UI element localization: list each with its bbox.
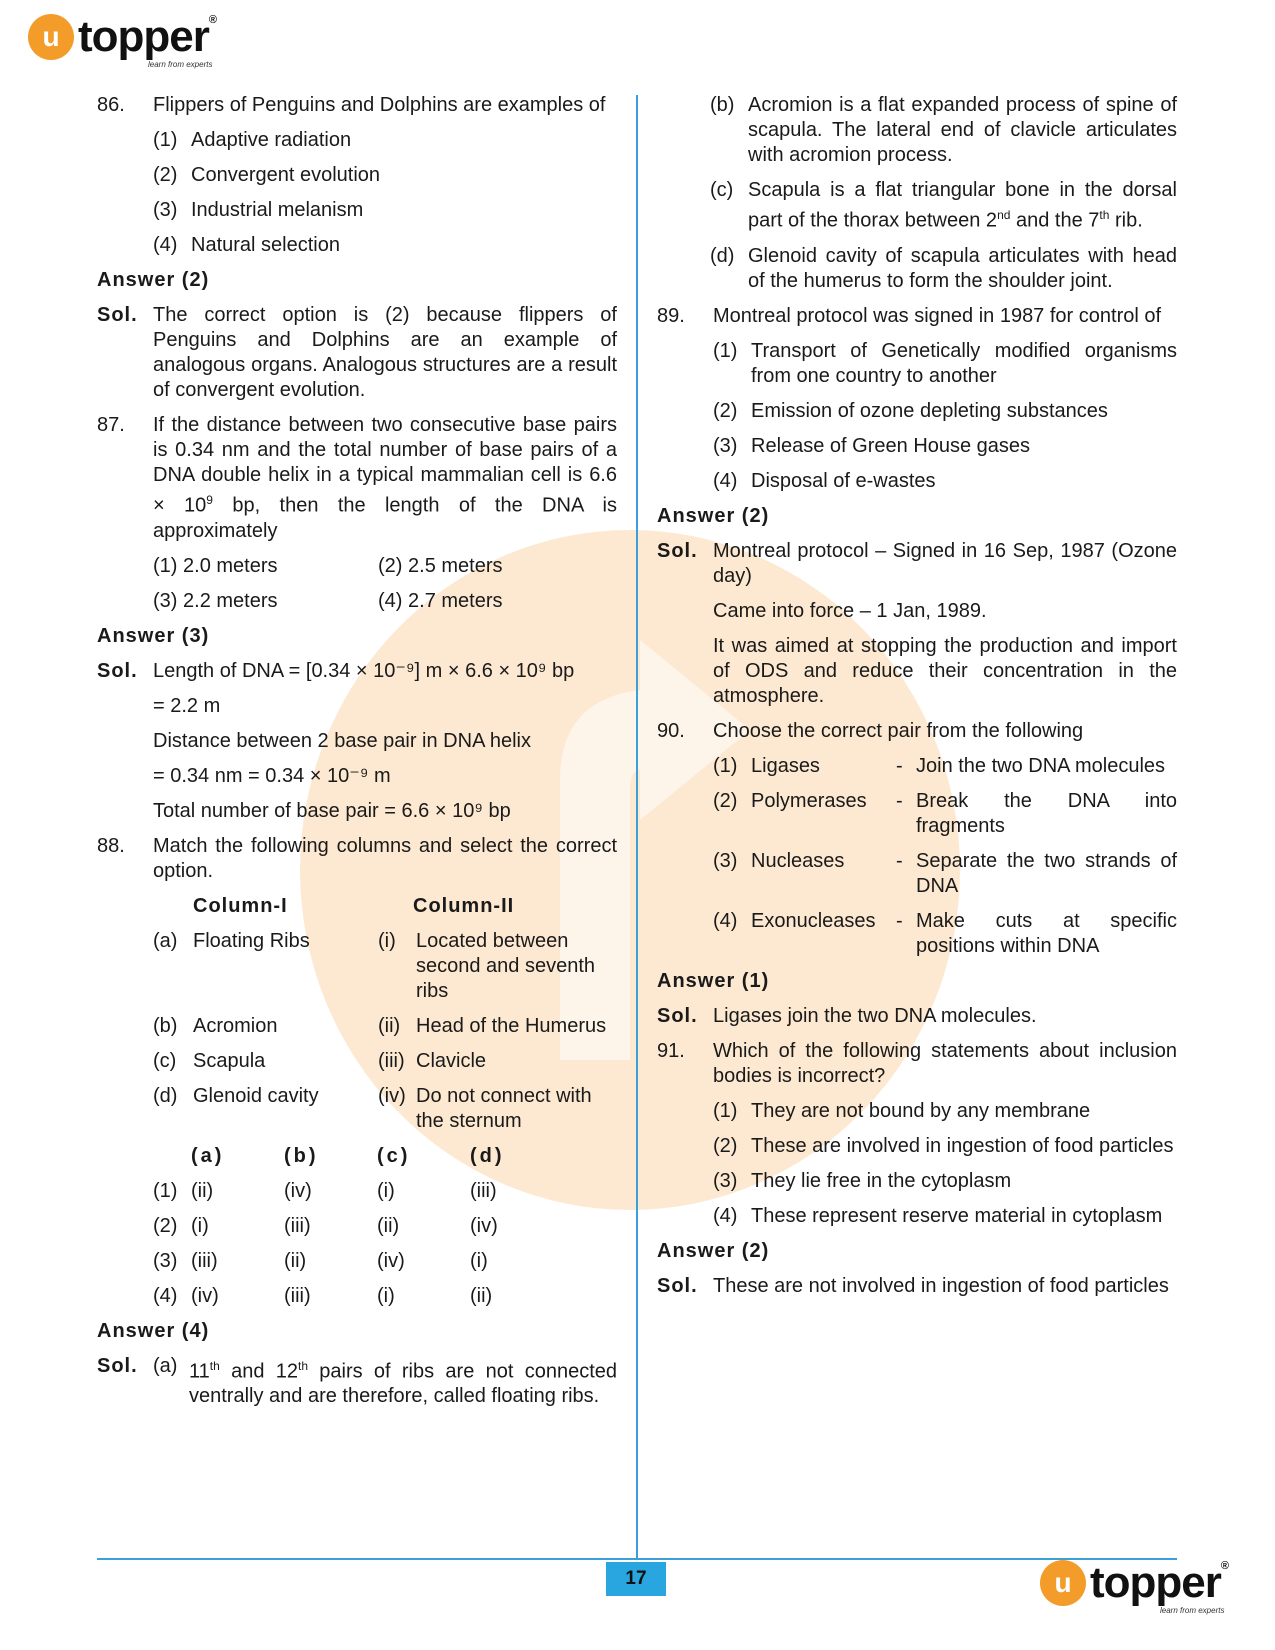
brand-tagline: learn from experts [148, 60, 213, 69]
solution-label: Sol. [97, 659, 138, 682]
option-term: Ligases [751, 754, 820, 777]
match-right-text: Head of the Humerus [416, 1014, 607, 1037]
answer: Answer (4) [97, 1319, 210, 1342]
option-label: (2) [713, 399, 738, 422]
grid-cell: (i) [377, 1284, 395, 1307]
match-right-label: (ii) [378, 1014, 401, 1037]
question-text [153, 413, 617, 544]
option-label: (4) [713, 469, 738, 492]
grid-cell: (1) [153, 1179, 178, 1202]
grid-cell: (i) [191, 1214, 209, 1237]
option [378, 589, 603, 614]
option-label: (4) [713, 1204, 738, 1227]
solution [657, 1004, 1177, 1029]
solution-text: Ligases join the two DNA molecules. [713, 1004, 1037, 1027]
option [153, 233, 617, 258]
grid-cell: (4) [153, 1284, 178, 1307]
option-label: (2) [713, 789, 738, 812]
option-row [153, 589, 617, 614]
left-column [97, 93, 617, 1419]
option-text: 2.2 meters [183, 589, 278, 612]
match-left-text: Floating Ribs [193, 929, 310, 952]
option-dash: - [896, 754, 903, 777]
option-term: Polymerases [751, 789, 867, 812]
brand-name [78, 12, 216, 61]
solution-text-part: pairs of ribs are not connected ventrally and are therefore, called floating ribs. [189, 1360, 617, 1408]
option-grid-row [153, 1179, 617, 1204]
match-right-text: Clavicle [416, 1049, 487, 1072]
answer: Answer (1) [657, 969, 770, 992]
option-label: (4) [378, 589, 403, 612]
grid-cell: (iii) [191, 1249, 218, 1272]
right-column [657, 93, 1177, 1309]
superscript: th [297, 1358, 308, 1373]
solution-point-text: Glenoid cavity of scapula articulates with head of the humerus to form the shoulder joint. [748, 244, 1177, 292]
question-number: 89. [657, 304, 685, 327]
option-text: They lie free in the cytoplasm [751, 1169, 1012, 1192]
question-number: 91. [657, 1039, 685, 1062]
option [713, 339, 1177, 389]
option-dash: - [896, 789, 903, 812]
question-86 [97, 93, 617, 118]
match-right-label: (i) [378, 929, 396, 952]
solution [97, 659, 617, 684]
option-label: (2) [713, 1134, 738, 1157]
match-left-text: Scapula [193, 1049, 266, 1072]
solution [97, 1354, 617, 1410]
option-label: (1) [153, 129, 178, 151]
option [153, 198, 617, 223]
match-left-label: (d) [153, 1084, 178, 1107]
option [713, 789, 1177, 839]
question-text-part: bp, then the length of the DNA is approximately [153, 494, 617, 542]
question-number: 88. [97, 834, 125, 857]
solution-point [710, 178, 1177, 234]
solution-point-text [748, 178, 1177, 234]
solution-point [710, 244, 1177, 294]
solution-label: Sol. [97, 1354, 138, 1377]
option-label: (3) [713, 849, 738, 872]
option-label: (1) [713, 754, 738, 777]
option-text: Adaptive radiation [191, 129, 352, 151]
solution-text-part: 11 [189, 1360, 210, 1383]
question-text: Flippers of Penguins and Dolphins are examples of [153, 94, 606, 116]
option-text: 2.0 meters [183, 554, 278, 577]
solution-line: Total number of base pair = 6.6 × 10⁹ bp [153, 799, 511, 822]
match-left-label: (a) [153, 929, 178, 952]
match-right-label: (iv) [378, 1084, 406, 1107]
option-definition: Make cuts at specific positions within DNA [916, 909, 1177, 957]
match-header [193, 894, 617, 919]
match-right-text: Located between second and seventh ribs [416, 929, 596, 1002]
solution [657, 1274, 1177, 1299]
question-89 [657, 304, 1177, 329]
brand-logo-icon: u [28, 14, 74, 60]
option-term: Nucleases [751, 849, 845, 872]
brand-logo-icon: u [1040, 1560, 1086, 1606]
solution-line: = 0.34 nm = 0.34 × 10⁻⁹ m [153, 764, 391, 787]
answer: Answer (3) [97, 624, 210, 647]
question-text-part: If the distance between two consecutive base pairs is 0.34 nm and the total number of base pairs of a DNA double helix in a typical mammalian cell is 6.6 × 10 [153, 414, 617, 517]
solution-text-part: and 12 [219, 1360, 298, 1383]
solution-label: Sol. [657, 1004, 698, 1027]
option-text: Disposal of e-wastes [751, 469, 936, 492]
footer-line [97, 1558, 1177, 1560]
question-87 [97, 413, 617, 544]
option [713, 434, 1177, 459]
option-definition: Separate the two strands of DNA [916, 849, 1177, 897]
grid-header-cell: (d) [470, 1144, 505, 1167]
option-text: These represent reserve material in cytoplasm [751, 1204, 1163, 1227]
grid-cell: (iv) [470, 1214, 498, 1237]
match-row [153, 1049, 617, 1074]
option-grid-row [153, 1214, 617, 1239]
option [153, 554, 378, 579]
option-definition: Break the DNA into fragments [916, 789, 1177, 837]
option-label: (3) [153, 589, 178, 612]
grid-header-cell: (b) [284, 1144, 319, 1167]
solution-line: It was aimed at stopping the production and import of ODS and reduce their concentration in the atmosphere. [713, 634, 1177, 707]
solution-label: Sol. [97, 304, 138, 326]
match-row [153, 1014, 617, 1039]
option-label: (3) [713, 1169, 738, 1192]
grid-header-cell [153, 1144, 191, 1169]
grid-cell: (iii) [284, 1284, 311, 1307]
brand-logo [28, 12, 216, 69]
solution-text: Length of DNA = [0.34 × 10⁻⁹] m × 6.6 × 10⁹ bp [153, 659, 575, 682]
solution-point-label: (b) [710, 94, 735, 116]
text-part: Scapula is a flat triangular bone in the dorsal part of the thorax between 2 [748, 179, 1177, 232]
grid-cell: (iv) [377, 1249, 405, 1272]
option-text: Transport of Genetically modified organisms from one country to another [751, 339, 1177, 387]
option-text: They are not bound by any membrane [751, 1099, 1091, 1122]
solution-label: Sol. [657, 539, 698, 562]
grid-cell: (iii) [470, 1179, 497, 1202]
option-text: Industrial melanism [191, 199, 364, 221]
question-number: 86. [97, 94, 125, 116]
option-text: 2.7 meters [408, 589, 503, 612]
grid-cell: (i) [377, 1179, 395, 1202]
text-part: rib. [1109, 209, 1143, 232]
option [153, 163, 617, 188]
option [713, 849, 1177, 899]
answer: Answer (2) [657, 504, 770, 527]
option [713, 754, 1177, 779]
option-label: (1) [713, 339, 738, 362]
question-text: Which of the following statements about inclusion bodies is incorrect? [713, 1039, 1177, 1087]
question-number: 90. [657, 719, 685, 742]
solution [657, 539, 1177, 589]
option [713, 399, 1177, 424]
grid-cell: (3) [153, 1249, 178, 1272]
option-label: (4) [713, 909, 738, 932]
grid-cell: (ii) [377, 1214, 400, 1237]
grid-cell: (iv) [191, 1284, 219, 1307]
superscript: nd [997, 208, 1011, 222]
brand-tagline: learn from experts [1160, 1606, 1225, 1615]
match-left-label: (b) [153, 1014, 178, 1037]
match-left-label: (c) [153, 1049, 177, 1072]
grid-cell: (2) [153, 1214, 178, 1237]
solution-point [710, 93, 1177, 168]
option [713, 1169, 1177, 1194]
question-number: 87. [97, 414, 125, 436]
option [713, 1099, 1177, 1124]
grid-cell: (iv) [284, 1179, 312, 1202]
option-label: (2) [378, 554, 403, 577]
page-number: 17 [606, 1562, 666, 1596]
brand-name-text: topper [78, 12, 209, 61]
option [713, 1134, 1177, 1159]
solution-text: These are not involved in ingestion of food particles [713, 1274, 1169, 1297]
question-text: Montreal protocol was signed in 1987 for control of [713, 304, 1162, 327]
option-dash: - [896, 849, 903, 872]
text-part: and the 7 [1010, 209, 1100, 232]
option-text: 2.5 meters [408, 554, 503, 577]
option-term: Exonucleases [751, 909, 876, 932]
solution-text: Montreal protocol – Signed in 16 Sep, 1987 (Ozone day) [713, 539, 1177, 587]
option-label: (3) [713, 434, 738, 457]
option-text: Release of Green House gases [751, 434, 1031, 457]
option-grid-row [153, 1249, 617, 1274]
solution-sub-label: (a) [153, 1354, 178, 1377]
brand-name [1090, 1558, 1228, 1607]
match-right-label: (iii) [378, 1049, 405, 1072]
option-text: Natural selection [191, 234, 340, 256]
superscript: 9 [206, 493, 213, 507]
answer: Answer (2) [657, 1239, 770, 1262]
solution-line: Distance between 2 base pair in DNA helix [153, 729, 531, 752]
column-1-header: Column-I [193, 894, 288, 917]
question-text: Match the following columns and select the correct option. [153, 834, 617, 882]
brand-reg-mark: ® [1220, 1560, 1228, 1572]
option [378, 554, 603, 579]
option [713, 469, 1177, 494]
match-right-text: Do not connect with the sternum [416, 1084, 592, 1132]
grid-cell: (ii) [470, 1284, 493, 1307]
match-row [153, 1084, 617, 1134]
option-grid-header [153, 1144, 617, 1169]
match-left-text: Glenoid cavity [193, 1084, 319, 1107]
option-text: Emission of ozone depleting substances [751, 399, 1108, 422]
grid-header-cell: (c) [377, 1144, 411, 1167]
question-88 [97, 834, 617, 884]
question-91 [657, 1039, 1177, 1089]
footer-brand-logo [1040, 1558, 1228, 1615]
grid-cell: (ii) [191, 1179, 214, 1202]
match-left-text: Acromion [193, 1014, 278, 1037]
option-label: (3) [153, 199, 178, 221]
option [713, 1204, 1177, 1229]
grid-cell: (i) [470, 1249, 488, 1272]
solution-label: Sol. [657, 1274, 698, 1297]
brand-reg-mark: ® [208, 14, 216, 26]
brand-name-text: topper [1090, 1558, 1221, 1607]
answer: Answer (2) [97, 269, 210, 291]
question-text: Choose the correct pair from the following [713, 719, 1084, 742]
option-text: These are involved in ingestion of food particles [751, 1134, 1174, 1157]
superscript: th [209, 1358, 220, 1373]
option-label: (1) [153, 554, 178, 577]
match-row [153, 929, 617, 1004]
option-label: (2) [153, 164, 178, 186]
option [153, 589, 378, 614]
solution-text [189, 1354, 617, 1410]
solution-point-label: (d) [710, 244, 735, 267]
option-label: (1) [713, 1099, 738, 1122]
solution [97, 303, 617, 403]
option-definition: Join the two DNA molecules [916, 754, 1166, 777]
solution-text: The correct option is (2) because flippers of Penguins and Dolphins are an example of analogous organs. Analogous structures are a result of convergent evolution. [153, 304, 617, 401]
option-row [153, 554, 617, 579]
column-divider [636, 95, 638, 1560]
option-dash: - [896, 909, 903, 932]
question-90 [657, 719, 1177, 744]
solution-point-label: (c) [710, 179, 734, 201]
solution-line: = 2.2 m [153, 694, 221, 717]
option-text: Convergent evolution [191, 164, 381, 186]
option-label: (4) [153, 234, 178, 256]
column-2-header: Column-II [413, 894, 515, 917]
solution-point-text: Acromion is a flat expanded process of spine of scapula. The lateral end of clavicle articulates with acromion process. [748, 94, 1177, 166]
option-grid-row [153, 1284, 617, 1309]
option [713, 909, 1177, 959]
grid-header-cell: (a) [191, 1144, 225, 1167]
grid-cell: (iii) [284, 1214, 311, 1237]
superscript: th [1099, 208, 1110, 222]
option [153, 128, 617, 153]
solution-line: Came into force – 1 Jan, 1989. [713, 599, 987, 622]
grid-cell: (ii) [284, 1249, 307, 1272]
